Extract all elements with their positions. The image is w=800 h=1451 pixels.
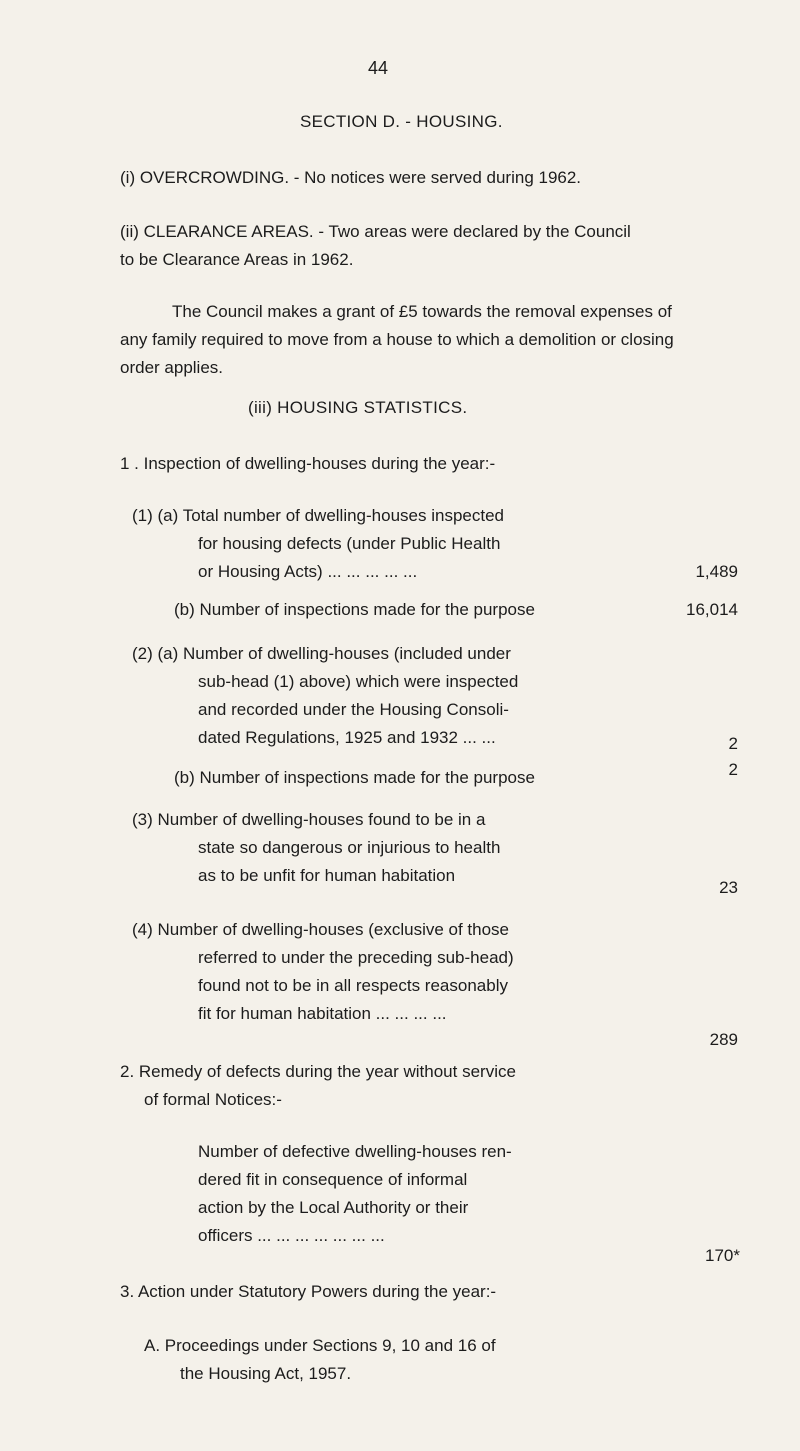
clearance-line-1: (ii) CLEARANCE AREAS. - Two areas were declared by the Council [120, 222, 631, 241]
item2-sub-line-1: Number of defective dwelling-houses ren- [198, 1142, 512, 1161]
item3-a-line-1: A. Proceedings under Sections 9, 10 and 16 of [144, 1336, 496, 1355]
item1-b1-value: 16,014 [686, 600, 738, 619]
item1-b2-value: 2 [728, 760, 738, 779]
item1-a1-line-1: (1) (a) Total number of dwelling-houses inspected [132, 506, 504, 525]
item1-i3-line-1: (3) Number of dwelling-houses found to be in a [132, 810, 486, 829]
item1-i4-line-3: found not to be in all respects reasonably [198, 976, 508, 995]
page-number: 44 [368, 58, 389, 78]
item1-heading: 1 . Inspection of dwelling-houses during the year:- [120, 454, 496, 473]
item1-i4-line-4: fit for human habitation ... ... ... ... [198, 1004, 447, 1023]
item1-b1-line-1: (b) Number of inspections made for the purpose [174, 600, 535, 619]
item2-sub-value: 170* [705, 1246, 740, 1265]
item2-sub-line-2: dered fit in consequence of informal [198, 1170, 468, 1189]
grant-line-1: The Council makes a grant of £5 towards the removal expenses of [172, 302, 672, 321]
item2-line-2: of formal Notices:- [144, 1090, 282, 1109]
item1-b2-line-1: (b) Number of inspections made for the purpose [174, 768, 535, 787]
item1-i3-value: 23 [719, 878, 738, 897]
grant-line-2: any family required to move from a house to which a demolition or closing [120, 330, 674, 349]
item2-line-1: 2. Remedy of defects during the year without service [120, 1062, 516, 1081]
item1-a1-line-2: for housing defects (under Public Health [198, 534, 501, 553]
item3-a-line-2: the Housing Act, 1957. [180, 1364, 352, 1383]
item1-a1-line-3: or Housing Acts) ... ... ... ... ... [198, 562, 418, 581]
item1-a2-value: 2 [728, 734, 738, 753]
item1-a2-line-3: and recorded under the Housing Consoli- [198, 700, 509, 719]
section-title: SECTION D. - HOUSING. [300, 112, 503, 131]
item2-sub-line-3: action by the Local Authority or their [198, 1198, 469, 1217]
overcrowding-paragraph: (i) OVERCROWDING. - No notices were served during 1962. [120, 168, 582, 187]
item1-a2-line-1: (2) (a) Number of dwelling-houses (included under [132, 644, 511, 663]
item1-i4-line-2: referred to under the preceding sub-head) [198, 948, 514, 967]
item2-sub-line-4: officers ... ... ... ... ... ... ... [198, 1226, 385, 1245]
item1-a1-value: 1,489 [695, 562, 738, 581]
item1-i3-line-2: state so dangerous or injurious to health [198, 838, 501, 857]
item1-i4-line-1: (4) Number of dwelling-houses (exclusive of those [132, 920, 510, 939]
housing-statistics-title: (iii) HOUSING STATISTICS. [248, 398, 468, 417]
grant-line-3: order applies. [120, 358, 224, 377]
item3-line-1: 3. Action under Statutory Powers during the year:- [120, 1282, 497, 1301]
item1-a2-line-2: sub-head (1) above) which were inspected [198, 672, 519, 691]
item1-i3-line-3: as to be unfit for human habitation [198, 866, 456, 885]
clearance-line-2: to be Clearance Areas in 1962. [120, 250, 354, 269]
item1-a2-line-4: dated Regulations, 1925 and 1932 ... ... [198, 728, 496, 747]
item1-i4-value: 289 [709, 1030, 738, 1049]
